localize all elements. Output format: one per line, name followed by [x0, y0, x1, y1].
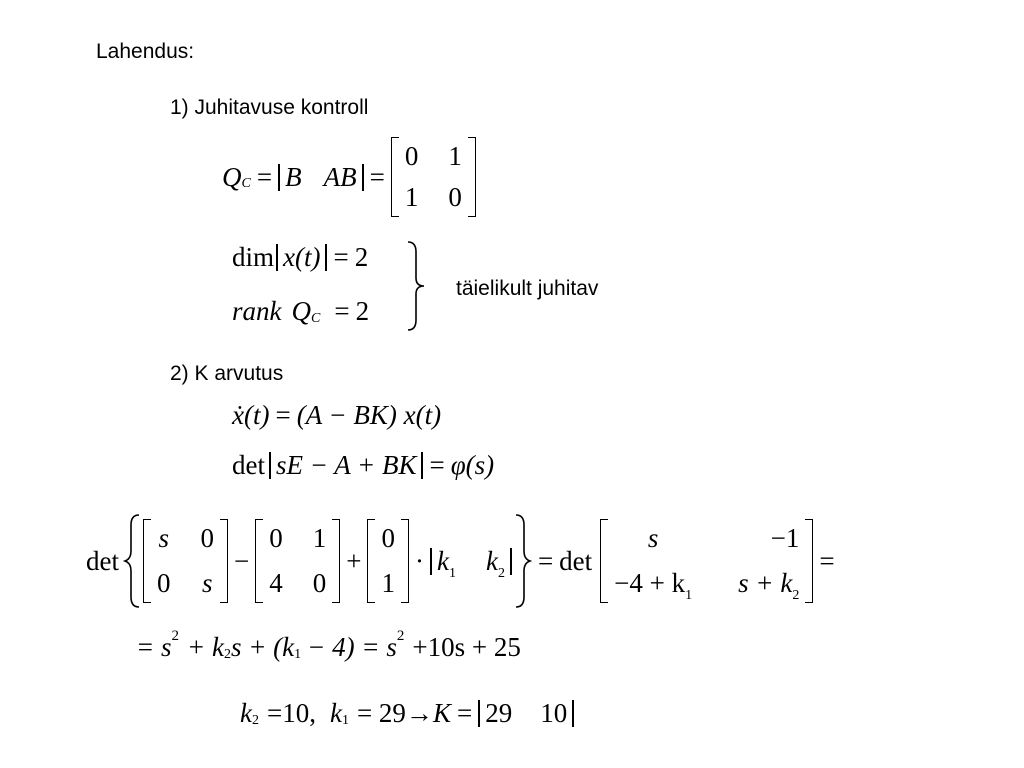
bracket-K-row [430, 545, 512, 581]
det-text: det [86, 545, 119, 576]
bracket-B-AB [278, 161, 364, 192]
step2-label: 2) K arvutus [170, 362, 284, 385]
matrix-cell: 4 [269, 568, 283, 598]
det-text: det [232, 450, 265, 480]
poly-c: s + (k [230, 632, 295, 662]
matrix-cell: 0 [157, 568, 171, 598]
Q-subscript: C [241, 176, 251, 191]
controllability-matrix [391, 137, 476, 217]
k2-value: =10, [266, 698, 316, 728]
square-exponent: 2 [396, 628, 405, 644]
k2-subscript: 2 [223, 646, 231, 662]
AB-symbol: AB [323, 161, 357, 192]
K-value: 29 [485, 698, 513, 728]
K-value: 10 [540, 698, 568, 728]
matrix-cell: 0 [312, 568, 327, 598]
equals-sign: = [456, 698, 473, 728]
dim-value: 2 [354, 242, 369, 272]
dim-equation: dim x(t) = 2 [232, 242, 369, 272]
polynomial-equation [136, 628, 521, 662]
poly-a: = s [136, 632, 172, 662]
k2-symbol: k [240, 698, 252, 728]
bracket-K-values [478, 700, 574, 727]
Q-symbol: Q [291, 296, 311, 326]
dim-text: dim [232, 242, 275, 272]
matrix-B [367, 519, 409, 603]
result-matrix [600, 519, 813, 603]
matrix-A [255, 519, 340, 603]
rank-text: rank [232, 296, 282, 326]
x-of-t: x(t) [283, 242, 321, 272]
right-curly-brace [404, 240, 428, 332]
k2-subscript: 2 [497, 565, 505, 581]
state-equation: ẋ(t) = (A − BK) x(t) [232, 400, 442, 430]
poly-b: + k [186, 632, 224, 662]
characteristic-equation: det sE − A + BK = φ(s) [232, 450, 495, 480]
matrix-cell [614, 568, 693, 603]
bracket-char [269, 452, 423, 479]
matrix-cell: 1 [312, 523, 327, 553]
matrix-cell [738, 568, 800, 603]
matrix-cell: 0 [448, 182, 462, 212]
B-symbol: B [285, 161, 302, 192]
closed-loop-rhs: (A − BK) x(t) [296, 400, 442, 430]
Q-symbol: Q [222, 161, 242, 192]
matrix-cell: s [647, 523, 659, 553]
det-text: det [559, 545, 593, 576]
matrix-cell: 0 [200, 523, 214, 553]
matrix-cell: 0 [269, 523, 283, 553]
x-dot: ẋ(t) [232, 400, 270, 430]
poly-e: +10s + 25 [412, 632, 521, 662]
bracket-x [276, 244, 327, 271]
k1-subscript: 1 [685, 588, 693, 603]
determinant-expansion: det s 0 0 s − 0 1 4 0 + 0 1 · $k_1$ $k_2$ = det s −1 $-4 + k_1$ $s + k_2$ = [86, 512, 841, 610]
matrix-cell: 0 [404, 141, 419, 171]
k2-subscript: 2 [792, 588, 800, 603]
k1-subscript: 1 [294, 646, 302, 662]
matrix-cell: −1 [770, 523, 800, 553]
rank-value: 2 [355, 296, 370, 326]
matrix-cell: 1 [448, 141, 462, 171]
k1-subscript: 1 [448, 565, 456, 581]
matrix-cell: 0 [381, 523, 395, 553]
controllability-matrix-equation: Q C = B AB = 0 1 1 0 [222, 132, 476, 222]
matrix-cell: s [158, 523, 169, 553]
matrix-cell: 1 [404, 182, 419, 212]
conclusion-text: täielikult juhitav [456, 277, 599, 300]
phi-of-s: φ(s) [450, 450, 495, 480]
k1-symbol: k [329, 698, 342, 728]
k2-symbol: k [485, 545, 498, 576]
K-symbol: K [432, 698, 451, 728]
poly-d: − 4) = s [307, 632, 397, 662]
matrix-cell: s [201, 568, 213, 598]
char-inner: sE − A + BK [276, 450, 417, 480]
k1-subscript: 1 [341, 712, 349, 728]
arrow-icon: → [405, 698, 433, 728]
right-curly-brace [512, 513, 532, 609]
left-curly-brace [123, 513, 143, 609]
matrix-cell: 1 [381, 568, 395, 598]
Q-subscript: C [311, 310, 321, 326]
step1-label: 1) Juhitavuse kontroll [170, 96, 369, 119]
k1-value: = 29 [356, 698, 406, 728]
solution-heading: Lahendus: [96, 40, 195, 63]
matrix-cell-text: s + k [738, 568, 793, 598]
rank-equation: rank Q C = 2 [232, 296, 370, 326]
result-equation [240, 700, 574, 727]
k2-subscript: 2 [251, 712, 259, 728]
square-exponent: 2 [171, 628, 179, 644]
matrix-cell-text: −4 + k [614, 568, 686, 598]
matrix-sE [143, 519, 228, 603]
k1-symbol: k [436, 545, 449, 576]
